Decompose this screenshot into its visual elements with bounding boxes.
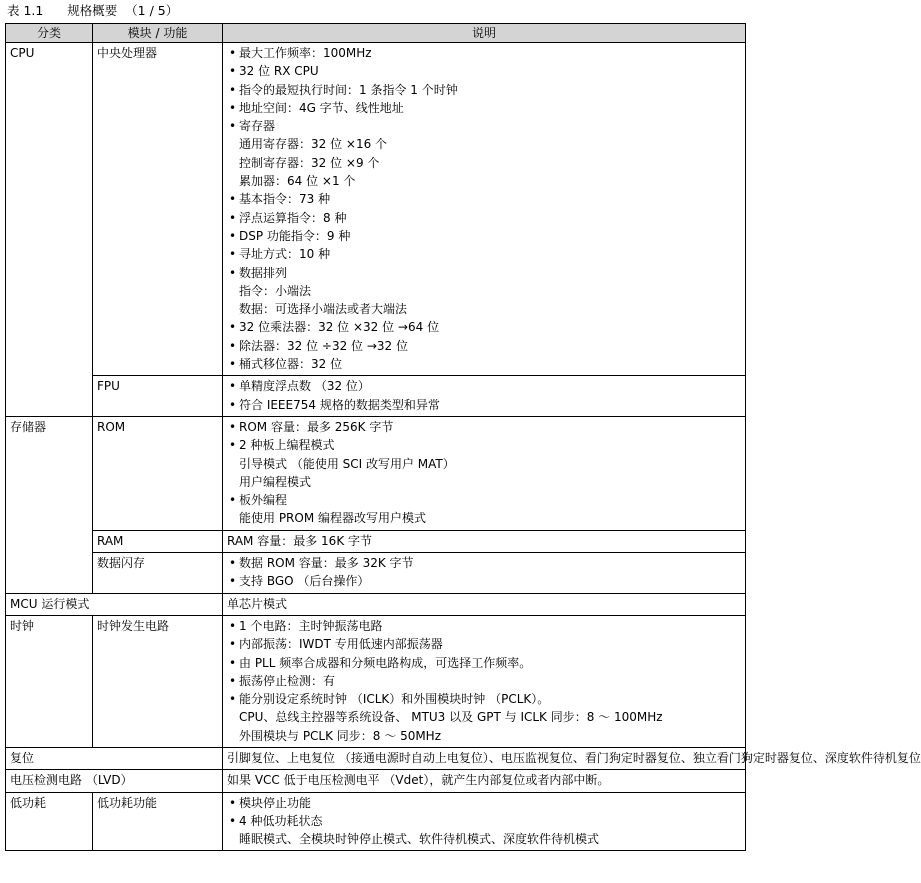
bullet-item: • 地址空间：4G 字节、线性地址 (227, 99, 741, 117)
row-data-flash (6, 553, 746, 594)
module-low-power: 低功耗功能 (93, 792, 223, 851)
desc-clock-gen (223, 615, 746, 747)
header-module: 模块 / 功能 (93, 24, 223, 43)
bullet-item: • 寄存器 (227, 117, 741, 135)
bullet-item: • 浮点运算指令：8 种 (227, 209, 741, 227)
header-row (6, 24, 746, 43)
category-cpu-cont (6, 376, 93, 417)
row-reset (6, 747, 746, 769)
desc-rom (223, 416, 746, 530)
bullet-item: • 2 种板上编程模式 (227, 436, 741, 454)
category-clock: 时钟 (6, 615, 93, 747)
sub-item: 通用寄存器：32 位 ×16 个 (239, 137, 388, 152)
desc-cpu-core (223, 43, 746, 376)
sub-item: 引导模式 （能使用 SCI 改写用户 MAT） (239, 456, 455, 471)
sub-item: 睡眠模式、全模块时钟停止模式、软件待机模式、深度软件待机模式 (239, 832, 600, 847)
row-low-power (6, 792, 746, 851)
bullet-item: • 模块停止功能 (227, 794, 741, 812)
row-mcu-mode (6, 593, 746, 615)
module-fpu: FPU (93, 376, 223, 417)
category-reset: 复位 (6, 747, 223, 769)
row-fpu (6, 376, 746, 417)
row-cpu (6, 43, 746, 376)
sub-item: 数据：可选择小端法或者大端法 (239, 302, 408, 317)
bullet-item: • ROM 容量：最多 256K 字节 (227, 418, 741, 436)
desc-low-power (223, 792, 746, 851)
bullet-item: • 内部振荡：IWDT 专用低速内部振荡器 (227, 635, 741, 653)
category-memory-cont2 (6, 553, 93, 594)
table-caption: 表 1.1 规格概要 （1 / 5） (7, 3, 179, 18)
sub-item: 能使用 PROM 编程器改写用户模式 (239, 511, 427, 526)
module-rom: ROM (93, 416, 223, 530)
bullet-item: • 桶式移位器：32 位 (227, 355, 741, 373)
bullet-item: • 除法器：32 位 ÷32 位 →32 位 (227, 337, 741, 355)
sub-item: CPU、总线主控器等系统设备、 MTU3 以及 GPT 与 ICLK 同步：8 ～ 100MHz (239, 710, 663, 725)
category-memory: 存储器 (6, 416, 93, 530)
desc-fpu (223, 376, 746, 417)
row-clock (6, 615, 746, 747)
header-description: 说明 (223, 24, 746, 43)
category-lvd: 电压检测电路 （LVD） (6, 770, 223, 792)
category-memory-cont (6, 530, 93, 552)
bullet-item: • 指令的最短执行时间：1 条指令 1 个时钟 (227, 81, 741, 99)
bullet-item: • 最大工作频率：100MHz (227, 44, 741, 62)
bullet-item: • 能分别设定系统时钟 （ICLK）和外围模块时钟 （PCLK）。 (227, 690, 741, 708)
bullet-item: • 单精度浮点数 （32 位） (227, 377, 741, 395)
category-low-power: 低功耗 (6, 792, 93, 851)
bullet-item: • 支持 BGO （后台操作） (227, 572, 741, 590)
bullet-item: • 32 位乘法器：32 位 ×32 位 →64 位 (227, 318, 741, 336)
desc-mcu-mode: 单芯片模式 (223, 593, 746, 615)
bullet-item: • 4 种低功耗状态 (227, 812, 741, 830)
sub-item: 外围模块与 PCLK 同步：8 ～ 50MHz (239, 728, 442, 743)
row-lvd (6, 770, 746, 792)
sub-item: 指令：小端法 (239, 283, 312, 298)
module-clock-gen: 时钟发生电路 (93, 615, 223, 747)
bullet-item: • 32 位 RX CPU (227, 62, 741, 80)
category-cpu: CPU (6, 43, 93, 376)
bullet-item: • 数据排列 (227, 264, 741, 282)
bullet-item: • 基本指令：73 种 (227, 190, 741, 208)
spec-table (5, 23, 921, 851)
bullet-item: • 1 个电路：主时钟振荡电路 (227, 617, 741, 635)
bullet-item: • 符合 IEEE754 规格的数据类型和异常 (227, 396, 741, 414)
bullet-item: • 数据 ROM 容量：最多 32K 字节 (227, 554, 741, 572)
bullet-item: • 板外编程 (227, 491, 741, 509)
module-cpu-core: 中央处理器 (93, 43, 223, 376)
module-ram: RAM (93, 530, 223, 552)
sub-item: 用户编程模式 (239, 474, 312, 489)
desc-lvd: 如果 VCC 低于电压检测电平 （Vdet），就产生内部复位或者内部中断。 (223, 770, 746, 792)
desc-ram: RAM 容量：最多 16K 字节 (223, 530, 746, 552)
desc-reset: 引脚复位、上电复位 （接通电源时自动上电复位）、电压监视复位、看门狗定时器复位、独立看门狗定时器复位、深度软件待机复位 (223, 747, 746, 769)
module-data-flash: 数据闪存 (93, 553, 223, 594)
header-category: 分类 (6, 24, 93, 43)
sub-item: 控制寄存器：32 位 ×9 个 (239, 155, 380, 170)
row-ram (6, 530, 746, 552)
bullet-item: • 由 PLL 频率合成器和分频电路构成，可选择工作频率。 (227, 654, 741, 672)
desc-data-flash (223, 553, 746, 594)
sub-item: 累加器：64 位 ×1 个 (239, 174, 356, 189)
bullet-item: • 振荡停止检测：有 (227, 672, 741, 690)
row-rom (6, 416, 746, 530)
bullet-item: • 寻址方式：10 种 (227, 245, 741, 263)
bullet-item: • DSP 功能指令：9 种 (227, 227, 741, 245)
category-mcu-mode: MCU 运行模式 (6, 593, 223, 615)
